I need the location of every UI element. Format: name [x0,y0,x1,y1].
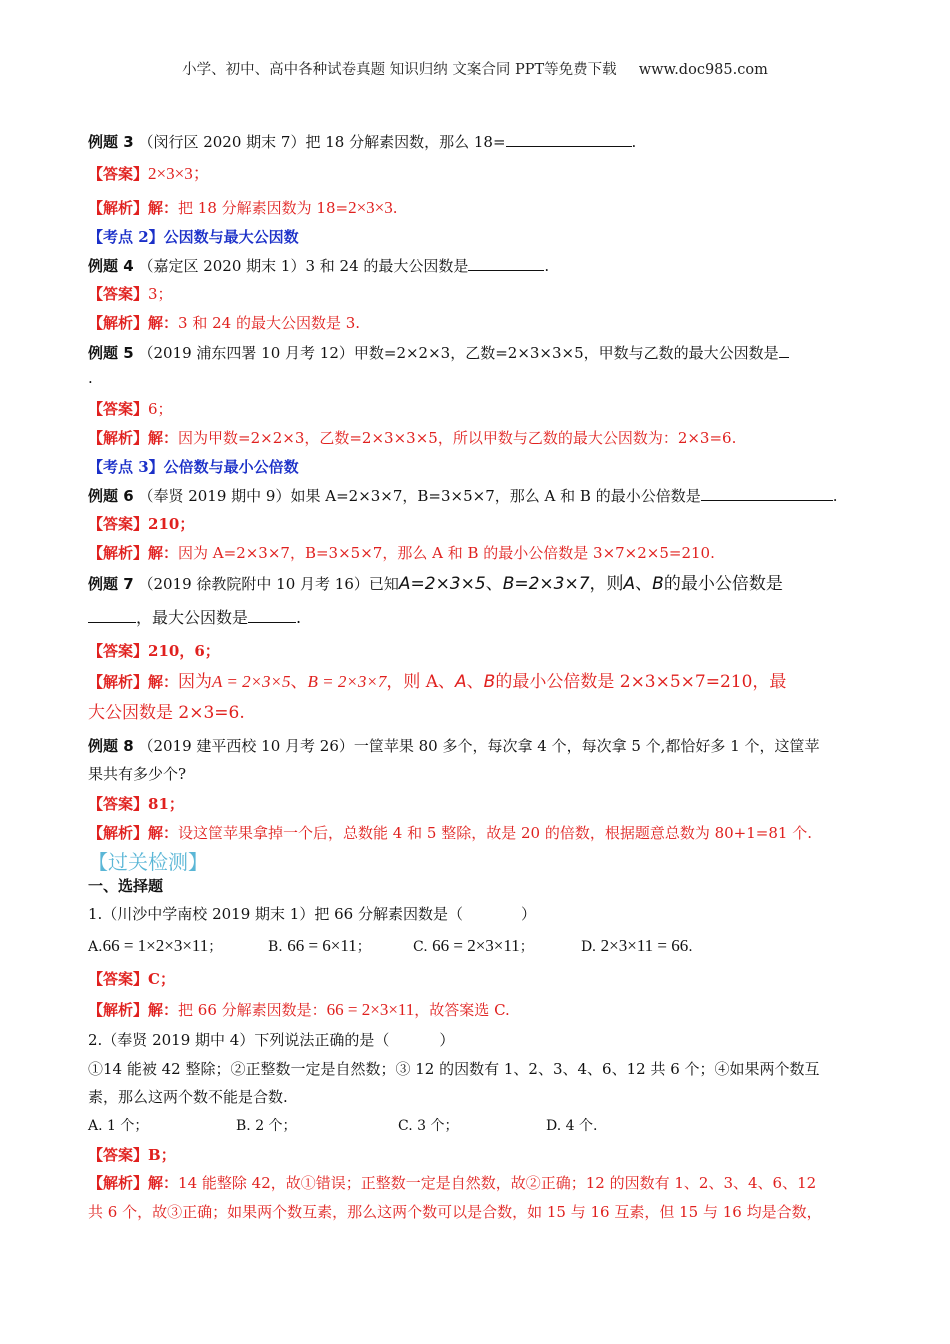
q5-blank[interactable] [779,343,789,358]
c1-option-b[interactable]: B. 66 = 6×11； [268,936,371,955]
q6-stem: 例题 6 （奉贤 2019 期中 9）如果 A=2×3×7，B=3×5×7，那么 A 和 B 的最小公倍数是 . [88,487,838,505]
c1-option-c[interactable]: C. 66 = 2×3×11； [413,936,534,955]
c2-answer: 【答案】B； [88,1146,176,1164]
c1-explanation: 【解析】解：把 66 分解素因数是：66 = 2×3×11，故答案选 C. [88,1000,510,1019]
q7-stem: 例题 7 （2019 徐教院附中 10 月考 16）已知A=2×3×5、B=2×3×7，则A、B的最小公倍数是 [88,574,783,594]
c2-explanation: 【解析】解：14 能整除 42，故①错误；正整数一定是自然数，故②正确；12 的因数有 1、2、3、4、6、12 [88,1174,817,1192]
q5-explanation: 【解析】解：因为甲数=2×2×3，乙数=2×3×3×5，所以甲数与乙数的最大公因数为：2×3=6. [88,429,737,447]
q8-explanation: 【解析】解：设这筐苹果拿掉一个后，总数能 4 和 5 整除，故是 20 的倍数，根据题意总数为 80+1=81 个. [88,824,812,842]
c1-option-a[interactable]: A.66 = 1×2×3×11； [88,936,223,955]
q3-answer: 【答案】2×3×3； [88,164,210,183]
page-header [0,58,950,79]
q6-answer: 【答案】210； [88,515,195,533]
c2-explanation-cont: 共 6 个，故③正确；如果两个数互素，那么这两个数可以是合数，如 15 与 16 互素，但 15 与 16 均是合数， [88,1203,822,1221]
q7-explanation: 【解析】解：因为A = 2×3×5、B = 2×3×7，则 A、A、B的最小公倍数是 2×3×5×7=210，最 [88,672,787,692]
c2-option-a[interactable]: A. 1 个； [88,1118,149,1134]
q7-stem-cont: ，最大公因数是 . [88,608,301,628]
q5-answer: 【答案】6； [88,400,173,418]
kp3-heading: 【考点 3】公倍数与最小公倍数 [88,458,299,476]
q3-stem: 例题 3 （闵行区 2020 期末 7）把 18 分解素因数，那么 18= . [88,133,637,151]
c2-options [88,1116,597,1136]
q4-explanation: 【解析】解：3 和 24 的最大公因数是 3. [88,314,361,332]
q7-blank-lcm[interactable] [88,608,136,623]
c1-option-d[interactable]: D. 2×3×11 = 66. [581,936,693,955]
part1-heading: 一、选择题 [88,877,164,895]
c2-option-b[interactable]: B. 2 个； [236,1118,297,1134]
q8-stem: 例题 8 （2019 建平西校 10 月考 26）一筐苹果 80 多个，每次拿 4 个，每次拿 5 个,都恰好多 1 个，这筐苹 [88,737,820,755]
c1-stem: 1.（川沙中学南校 2019 期末 1）把 66 分解素因数是（ ） [88,905,536,923]
c2-statements-2: 素，那么这两个数不能是合数. [88,1088,288,1106]
q8-stem-cont: 果共有多少个? [88,765,187,783]
q8-answer: 【答案】81； [88,795,184,813]
q4-stem: 例题 4 （嘉定区 2020 期末 1）3 和 24 的最大公因数是 . [88,257,550,275]
q7-answer: 【答案】210，6； [88,642,220,660]
c2-option-d[interactable]: D. 4 个. [546,1118,598,1134]
c2-stem: 2.（奉贤 2019 期中 4）下列说法正确的是（ ） [88,1031,455,1049]
c1-options [88,936,693,957]
q6-blank[interactable] [701,486,833,501]
q5-stem: 例题 5 （2019 浦东四署 10 月考 12）甲数=2×2×3，乙数=2×3×3×5，甲数与乙数的最大公因数是 [88,343,789,363]
q5-stem-end: . [88,369,93,387]
header-site-link[interactable]: www.doc985.com [638,62,768,78]
q7-blank-gcd[interactable] [248,608,296,623]
c2-option-c[interactable]: C. 3 个； [398,1118,459,1134]
kp2-heading: 【考点 2】公因数与最大公因数 [88,228,299,246]
q4-answer: 【答案】3； [88,285,173,303]
q6-explanation: 【解析】解：因为 A=2×3×7，B=3×5×7，那么 A 和 B 的最小公倍数是 3×7×2×5=210. [88,544,715,562]
q4-blank[interactable] [468,256,544,271]
section-heading: 【过关检测】 [88,850,208,874]
q7-explanation-cont: 大公因数是 2×3=6. [88,703,245,723]
c1-answer: 【答案】C； [88,970,175,988]
header-text: 小学、初中、高中各种试卷真题 知识归纳 文案合同 PPT等免费下载 [182,62,617,78]
q3-explanation: 【解析】解：把 18 分解素因数为 18=2×3×3. [88,198,398,217]
c2-statements-1: ①14 能被 42 整除；②正整数一定是自然数；③ 12 的因数有 1、2、3、4、6、12 共 6 个；④如果两个数互 [88,1060,820,1078]
q3-blank[interactable] [506,132,632,147]
